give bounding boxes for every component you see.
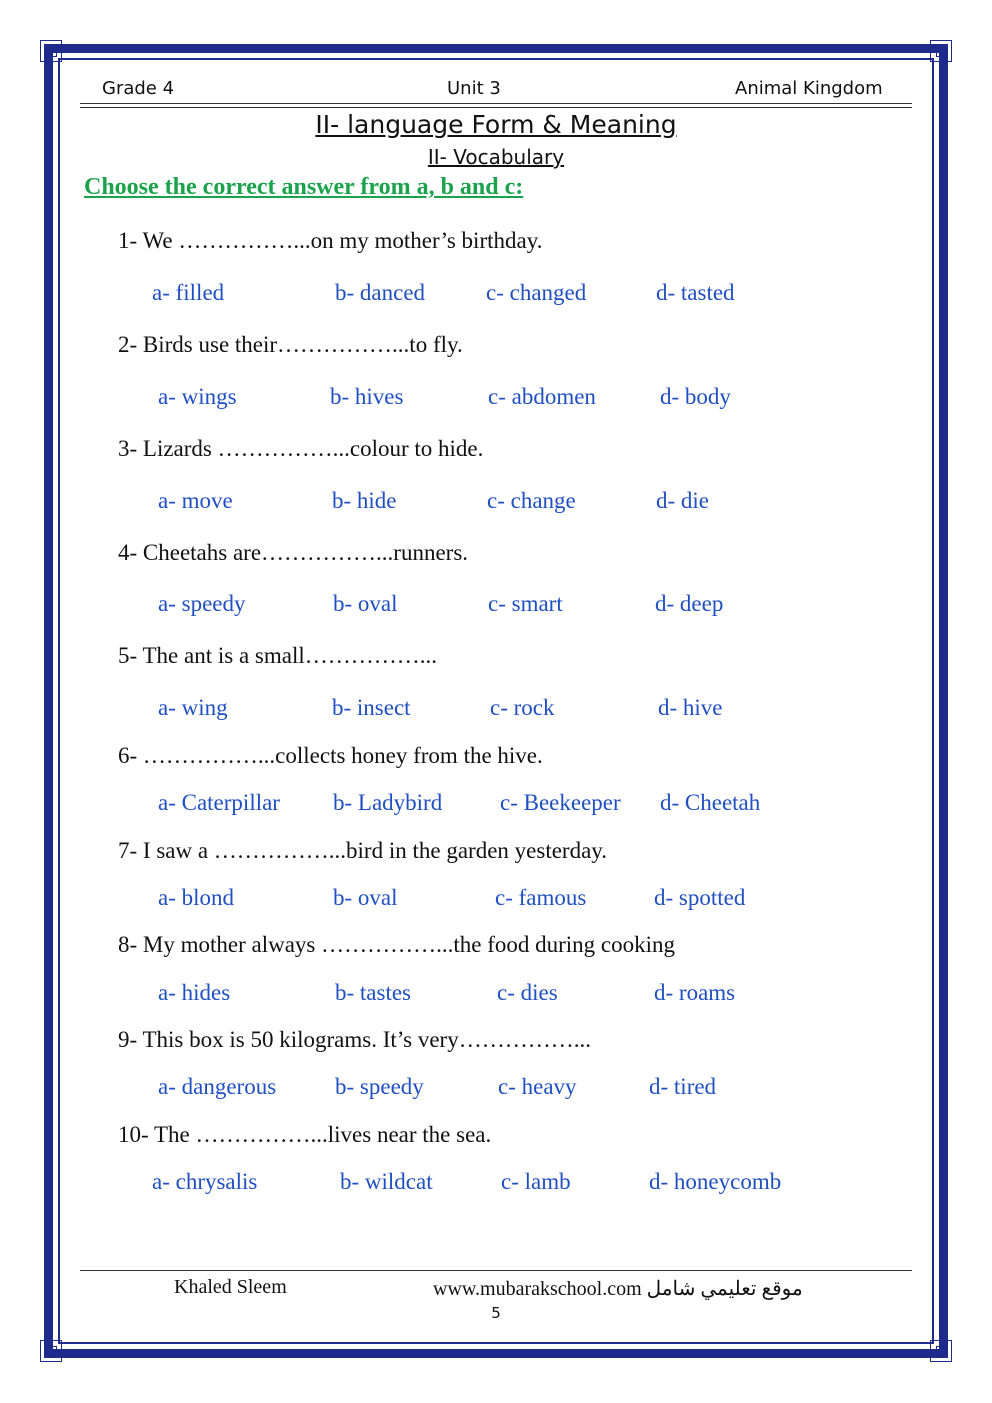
question-5: 5- The ant is a small……………... — [118, 643, 437, 668]
question-9-option-b[interactable]: b- speedy — [335, 1074, 424, 1099]
question-1-option-b[interactable]: b- danced — [335, 280, 426, 305]
question-1-option-d[interactable]: d- tasted — [656, 280, 735, 305]
question-8-option-b[interactable]: b- tastes — [335, 980, 412, 1005]
question-8-option-c[interactable]: c- dies — [497, 980, 558, 1005]
question-1: 1- We ……………...on my mother’s birthday. — [118, 228, 543, 253]
question-7: 7- I saw a ……………...bird in the garden yesterday. — [118, 838, 608, 863]
footer-author: Khaled Sleem — [174, 1276, 287, 1298]
question-6-option-c[interactable]: c- Beekeeper — [500, 790, 621, 815]
corner-ornament-bottom-right — [930, 1340, 952, 1362]
question-4: 4- Cheetahs are……………...runners. — [118, 540, 469, 565]
question-7-option-c[interactable]: c- famous — [495, 885, 587, 910]
question-10-option-d[interactable]: d- honeycomb — [649, 1169, 782, 1194]
question-8-option-a[interactable]: a- hides — [158, 980, 231, 1005]
question-10-option-c[interactable]: c- lamb — [501, 1169, 571, 1194]
question-7-option-d[interactable]: d- spotted — [654, 885, 746, 910]
question-4-option-d[interactable]: d- deep — [655, 591, 724, 616]
question-5-option-b[interactable]: b- insect — [332, 695, 411, 720]
question-6-option-d[interactable]: d- Cheetah — [660, 790, 761, 815]
header-unit: Unit 3 — [447, 78, 501, 99]
question-10-option-a[interactable]: a- chrysalis — [152, 1169, 258, 1194]
question-2: 2- Birds use their……………...to fly. — [118, 332, 463, 357]
question-2-option-a[interactable]: a- wings — [158, 384, 237, 409]
question-8: 8- My mother always ……………...the food during cooking — [118, 932, 676, 957]
header-rule-bottom — [80, 107, 912, 108]
question-1-option-c[interactable]: c- changed — [486, 280, 587, 305]
question-3-option-b[interactable]: b- hide — [332, 488, 397, 513]
question-6: 6- ……………...collects honey from the hive. — [118, 743, 543, 768]
question-2-option-b[interactable]: b- hives — [330, 384, 404, 409]
page-title: II- language Form & Meaning — [315, 110, 677, 139]
question-3-option-d[interactable]: d- die — [656, 488, 710, 513]
question-6-option-b[interactable]: b- Ladybird — [333, 790, 443, 815]
question-7-option-a[interactable]: a- blond — [158, 885, 235, 910]
page-number: 5 — [491, 1304, 501, 1322]
question-9-option-a[interactable]: a- dangerous — [158, 1074, 277, 1099]
question-2-option-d[interactable]: d- body — [660, 384, 731, 409]
footer-website: www.mubarakschool.com موقع تعليمي شامل — [433, 1278, 803, 1300]
question-4-option-a[interactable]: a- speedy — [158, 591, 246, 616]
question-8-option-d[interactable]: d- roams — [654, 980, 736, 1005]
question-5-option-c[interactable]: c- rock — [490, 695, 555, 720]
header-grade: Grade 4 — [102, 78, 175, 99]
question-3-option-c[interactable]: c- change — [487, 488, 576, 513]
question-4-option-b[interactable]: b- oval — [333, 591, 398, 616]
question-10-option-b[interactable]: b- wildcat — [340, 1169, 433, 1194]
question-6-option-a[interactable]: a- Caterpillar — [158, 790, 280, 815]
question-10: 10- The ……………...lives near the sea. — [118, 1122, 492, 1147]
corner-ornament-bottom-left — [40, 1340, 62, 1362]
question-7-option-b[interactable]: b- oval — [333, 885, 398, 910]
question-9: 9- This box is 50 kilograms. It’s very……………... — [118, 1027, 591, 1052]
question-2-option-c[interactable]: c- abdomen — [488, 384, 596, 409]
instruction-text: Choose the correct answer from a, b and c: — [84, 174, 524, 200]
question-3: 3- Lizards ……………...colour to hide. — [118, 436, 484, 461]
question-1-option-a[interactable]: a- filled — [152, 280, 225, 305]
header-rule-top — [80, 103, 912, 104]
question-5-option-a[interactable]: a- wing — [158, 695, 228, 720]
question-9-option-d[interactable]: d- tired — [649, 1074, 717, 1099]
corner-ornament-top-left — [40, 40, 62, 62]
question-5-option-d[interactable]: d- hive — [658, 695, 723, 720]
footer-rule — [80, 1270, 912, 1271]
question-3-option-a[interactable]: a- move — [158, 488, 233, 513]
corner-ornament-top-right — [930, 40, 952, 62]
question-4-option-c[interactable]: c- smart — [488, 591, 563, 616]
question-9-option-c[interactable]: c- heavy — [498, 1074, 577, 1099]
page-subtitle: II- Vocabulary — [427, 145, 565, 169]
header-topic: Animal Kingdom — [735, 78, 883, 99]
